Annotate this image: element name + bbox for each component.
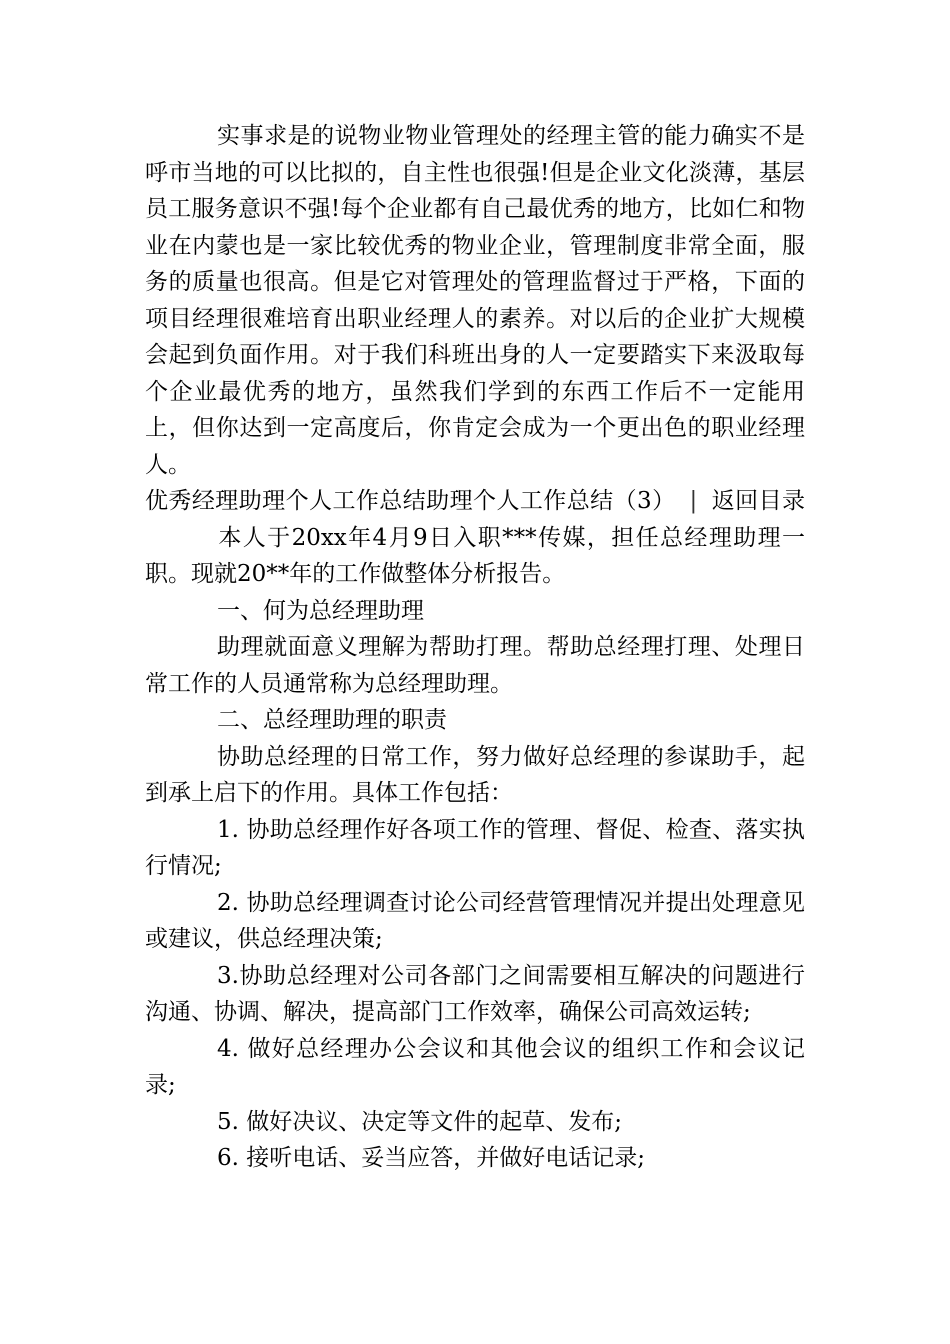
list-item: 1. 协助总经理作好各项工作的管理、督促、检查、落实执行情况; (145, 816, 805, 879)
list-item: 6. 接听电话、妥当应答，并做好电话记录; (217, 1145, 646, 1171)
document-page (145, 118, 805, 1177)
list-item: 4. 做好总经理办公会议和其他会议的组织工作和会议记录; (145, 1035, 805, 1098)
paragraph-duties-intro: 协助总经理的日常工作，努力做好总经理的参谋助手，起到承上启下的作用。具体工作包括： (145, 743, 805, 806)
heading-what-is-assistant: 一、何为总经理助理 (217, 597, 424, 624)
list-item: 5. 做好决议、决定等文件的起草、发布; (217, 1108, 623, 1135)
back-to-toc-link[interactable]: 返回目录 (711, 488, 806, 514)
list-item: 3.协助总经理对公司各部门之间需要相互解决的问题进行沟通、协调、解决，提高部门工作效率，确保公司高效运转; (145, 962, 805, 1025)
paragraph-reflection: 实事求是的说物业物业管理处的经理主管的能力确实不是呼市当地的可以比拟的，自主性也很强!但是企业文化淡薄，基层员工服务意识不强!每个企业都有自己最优秀的地方，比如仁和物业在内蒙也是一家比较优秀的物业企业，管理制度非常全面，服务的质量也很高。但是它对管理处的管理监督过于严格，下面的项目经理很难培育出职业经理人的素养。对以后的企业扩大规模会起到负面作用。对于我们科班出身的人一定要踏实下来汲取每个企业最优秀的地方，虽然我们学到的东西工作后不一定能用上，但你达到一定高度后，你肯定会成为一个更出色的职业经理人。 (145, 123, 805, 478)
paragraph-definition: 助理就面意义理解为帮助打理。帮助总经理打理、处理日常工作的人员通常称为总经理助理。 (145, 634, 805, 697)
title-separator: | (689, 488, 698, 514)
list-item: 2. 协助总经理调查讨论公司经营管理情况并提出处理意见或建议，供总经理决策; (145, 889, 805, 952)
intro-text: 本人于20xx年4月9日入职***传媒，担任总经理助理一职。现就20**年的工作做整体分析报告。 (145, 524, 805, 587)
section-title: 优秀经理助理个人工作总结助理个人工作总结（3） (145, 488, 676, 514)
section-heading-line (145, 483, 805, 593)
heading-duties: 二、总经理助理的职责 (217, 707, 447, 733)
